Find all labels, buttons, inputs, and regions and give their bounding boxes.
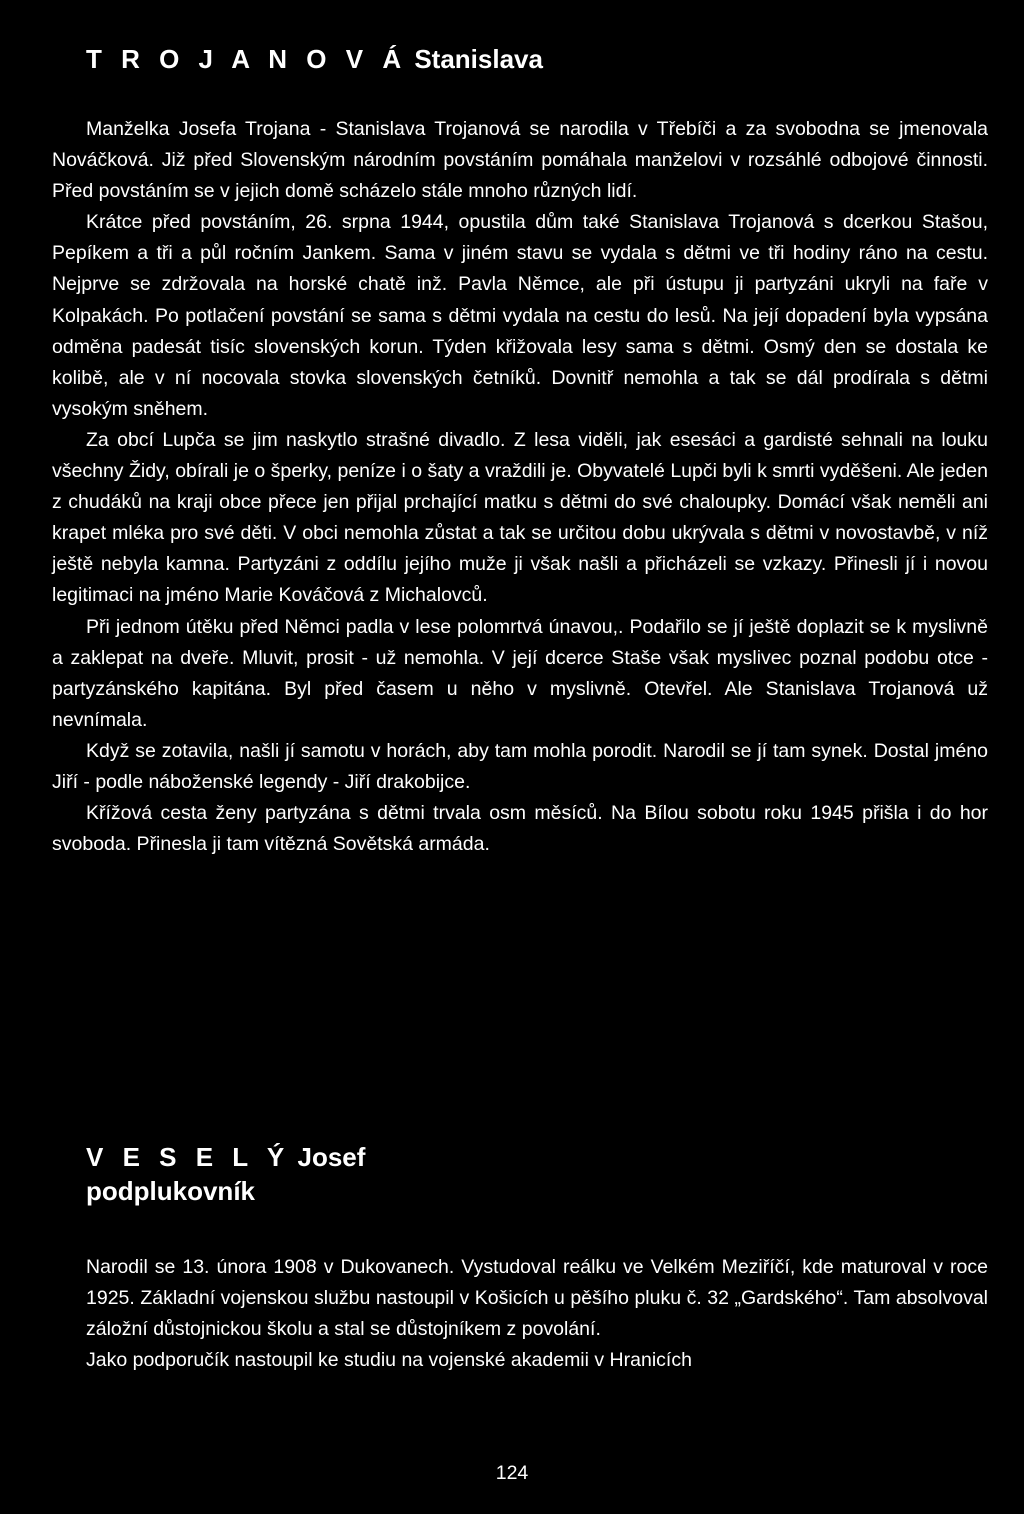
heading-surname: V E S E L Ý xyxy=(86,1142,291,1172)
biography-text-vesely xyxy=(86,1252,988,1376)
section-heading-vesely xyxy=(86,1140,365,1208)
biography-text-trojanova xyxy=(52,114,988,860)
heading-rank: podplukovník xyxy=(86,1176,255,1206)
paragraph: Krátce před povstáním, 26. srpna 1944, opustila dům také Stanislava Trojanová s dcerkou Stašou, Pepíkem a tři a půl ročním Jankem. Sama v jiném stavu se vydala s dětmi ve tři hodiny ráno na cestu. Nejprve se zdržovala na horské chatě inž. Pavla Němce, ale při ústupu ji partyzáni ukryli na faře v Kolpakách. Po potlačení povstání se sama s dětmi vydala na cestu do lesů. Na její dopadení byla vypsána odměna padesát tisíc slovenských korun. Týden křižovala lesy sama s dětmi. Osmý den se dostala ke kolibě, ale v ní nocovala stovka slovenských četníků. Dovnitř nemohla a tak se dál prodírala s dětmi vysokým sněhem. xyxy=(52,211,988,420)
paragraph: Narodil se 13. února 1908 v Dukovanech. Vystudoval reálku ve Velkém Meziříčí, kde maturoval v roce 1925. Základní vojenskou službu nastoupil v Košicích u pěšího pluku č. 32 „Gardského“. Tam absolvoval záložní důstojnickou školu a stal se důstojníkem z povolání. xyxy=(86,1256,988,1341)
paragraph: Manželka Josefa Trojana - Stanislava Trojanová se narodila v Třebíči a za svobodna se jmenovala Nováčková. Již před Slovenským národním povstáním pomáhala manželovi v rozsáhlé odbojové činnosti. Před povstáním se v jejich domě scházelo stále mnoho různých lidí. xyxy=(52,118,988,203)
paragraph: Jako podporučík nastoupil ke studiu na vojenské akademii v Hranicích xyxy=(86,1349,692,1372)
heading-surname: T R O J A N O V Á xyxy=(86,44,408,74)
paragraph: Při jednom útěku před Němci padla v lese polomrtvá únavou,. Podařilo se jí ještě doplazit se k myslivně a zaklepat na dveře. Mluvit, prosit - už nemohla. V její dcerce Staše však myslivec poznal podobu otce - partyzánského kapitána. Byl před časem u něho v myslivně. Otevřel. Ale Stanislava Trojanová už nevnímala. xyxy=(52,615,988,731)
heading-given-name: Stanislava xyxy=(414,44,543,74)
paragraph: Za obcí Lupča se jim naskytlo strašné divadlo. Z lesa viděli, jak esesáci a gardisté sehnali na louku všechny Židy, obírali je o šperky, peníze i o šaty a vraždili je. Obyvatelé Lupči byli k smrti vyděšeni. Ale jeden z chudáků na kraji obce přece jen přijal prchající matku s dětmi do své chaloupky. Domácí však neměli ani krapet mléka pro své děti. V obci nemohla zůstat a tak se určitou dobu ukrývala s dětmi v novostavbě, v níž ještě nebyla kamna. Partyzáni z oddílu jejího muže ji však našli a přicházeli se vzkazy. Přinesli jí i novou legitimaci na jméno Marie Kováčová z Michalovců. xyxy=(52,428,988,607)
page-number: 124 xyxy=(495,1462,529,1484)
paragraph: Křížová cesta ženy partyzána s dětmi trvala osm měsíců. Na Bílou sobotu roku 1945 přišla i do hor svoboda. Přinesla ji tam vítězná Sovětská armáda. xyxy=(52,802,988,856)
paragraph: Když se zotavila, našli jí samotu v horách, aby tam mohla porodit. Narodil se jí tam synek. Dostal jméno Jiří - podle náboženské legendy - Jiří drakobijce. xyxy=(52,739,988,793)
section-heading-trojanova xyxy=(86,42,543,76)
heading-given-name: Josef xyxy=(297,1142,366,1172)
